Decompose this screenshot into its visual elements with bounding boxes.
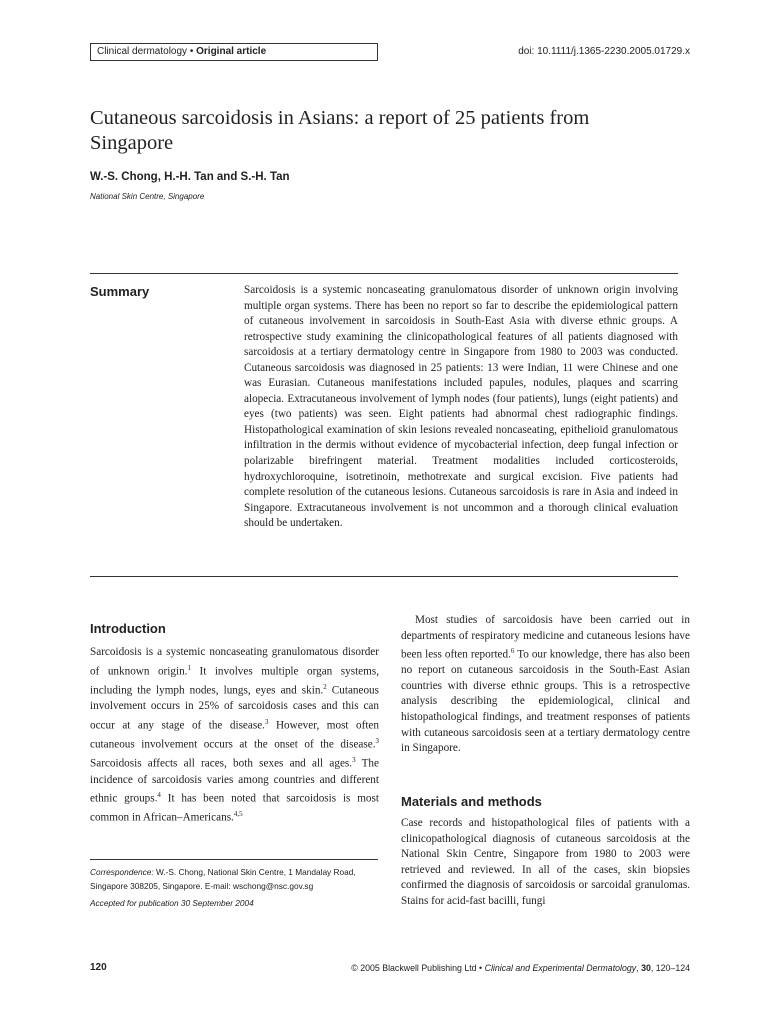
correspondence-text: W.-S. Chong, National Skin Centre, 1 Mandalay Road, Singapore 308205, Singapore. E-mail: wschong@nsc.gov.sg	[90, 867, 356, 891]
citation[interactable]: 3	[352, 756, 356, 765]
citation[interactable]: 2	[323, 682, 327, 691]
summary-text: Sarcoidosis is a systemic noncaseating granulomatous disorder of unknown origin involving multiple organ systems. There has been no report so far to describe the epidemiological pattern of cutaneous involvement in sarcoidosis in South-East Asia with diverse ethnic groups. A retrospective study examining the clinicopathological features of all patients diagnosed with sarcoidosis at a tertiary dermatology centre in Singapore from 1980 to 2003 was conducted. Cutaneous sarcoidosis was diagnosed in 25 patients: 13 were Indian, 11 were Chinese and one was Eurasian. Cutaneous manifestations included papules, nodules, plaques and scarring alopecia. Extracutaneous involvement of lymph nodes (four patients), lungs (eight patients) and eyes (two patients) was seen. Eight patients had abnormal chest radiographic findings. Histopathological examination of skin lesions revealed noncaseating, epithelioid granulomatous infiltration in the dermis without evidence of mycobacterial infection, deep fungal infection or polarizable birefringent material. Treatment modalities included corticosteroids, hydroxychloroquine, isotretinoin, methotrexate and surgical excision. Five patients had complete resolution of the cutaneous lesions. Cutaneous sarcoidosis is rare in Asia and indeed in Singapore. Extracutaneous involvement is not uncommon and a thorough clinical evaluation should be undertaken.	[244, 284, 678, 530]
methods-paragraph: Case records and histopathological files of patients with a clinicopathological diagnosis of cutaneous sarcoidosis at the National Skin Centre, Singapore from 1980 to 2003 were retrieved and reviewed. In all of the cases, skin biopsies confirmed the diagnosis of sarcoidosis or sarcoidal granulomas. Stains for acid-fast bacilli, fungi	[401, 817, 690, 907]
section-label: Clinical dermatology	[97, 46, 188, 57]
citation[interactable]: 1	[187, 663, 191, 672]
introduction-paragraph: Sarcoidosis is a systemic noncaseating granulomatous disorder of unknown origin.$^1$ It involves multiple organ systems, including the lymph nodes, lungs, eyes and skin.$^2$ Cutaneous involvement occurs in 25% of sarcoidosis cases and this can occur at any stage of the disease.$^3$ However, most often cutaneous involvement occurs at the onset of the disease.$^3$ Sarcoidosis affects all races, both sexes and all ages.$^3$ The incidence of sarcoidosis varies among countries and different ethnic groups.$^4$ It has been noted that sarcoidosis is most common in African–Americans.$^{4,5}$	[90, 646, 380, 825]
section-label-box	[90, 43, 378, 61]
citation[interactable]: 4	[157, 791, 161, 800]
copyright-line: © 2005 Blackwell Publishing Ltd • Clinical and Experimental Dermatology, 30, 120–124	[351, 963, 690, 973]
citation[interactable]: 6	[510, 647, 515, 656]
affiliation: National Skin Centre, Singapore	[90, 192, 205, 201]
authors: W.-S. Chong, H.-H. Tan and S.-H. Tan	[90, 171, 290, 183]
volume: 30	[641, 963, 651, 973]
article-title: Cutaneous sarcoidosis in Asians: a report of 25 patients from Singapore	[90, 107, 590, 154]
introduction-heading: Introduction	[90, 621, 166, 636]
doi[interactable]: doi: 10.1111/j.1365-2230.2005.01729.x	[518, 46, 690, 57]
introduction-paragraph-2: Most studies of sarcoidosis have been carried out in departments of respiratory medicine and cutaneous lesions have been less often reported.$^6$ To our knowledge, there has also been no report on cutaneous sarcoidosis in the South-East Asian countries with diverse ethnic groups. This is a retrospective analysis describing the epidemiological, clinical and histopathological findings, and treatment responses of patients with cutaneous sarcoidosis seen at a tertiary dermatology centre in Singapore.	[401, 614, 690, 755]
summary-heading: Summary	[90, 284, 150, 299]
accepted-note: Accepted for publication 30 September 2004	[90, 898, 254, 908]
summary-bottom-rule	[90, 576, 678, 577]
page-number: 120	[90, 962, 107, 973]
correspondence-note	[90, 865, 382, 893]
summary-top-rule	[90, 273, 678, 274]
citation[interactable]: 4,5	[233, 810, 243, 819]
citation[interactable]: 3	[375, 736, 379, 745]
journal-name: Clinical and Experimental Dermatology	[484, 963, 637, 973]
section-bullet: •	[189, 46, 194, 57]
correspondence-label: Correspondence:	[90, 867, 154, 877]
footnote-rule	[90, 859, 378, 860]
citation[interactable]: 3	[264, 717, 269, 726]
methods-heading: Materials and methods	[401, 794, 542, 809]
article-type: Original article	[196, 46, 267, 57]
